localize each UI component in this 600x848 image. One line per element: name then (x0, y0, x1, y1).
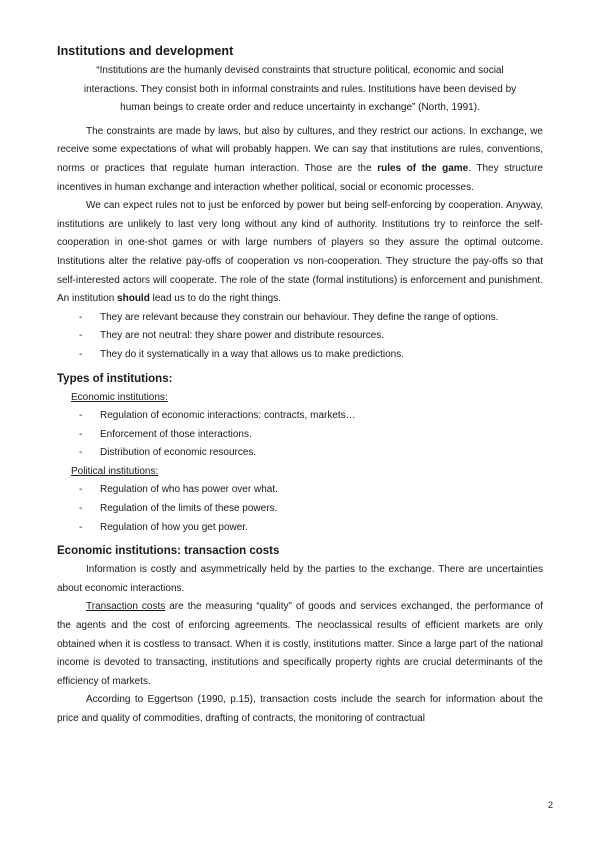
list-item: - Enforcement of those interactions. (79, 428, 252, 440)
subheading-economic: Economic institutions: (71, 391, 168, 403)
paragraph-transaction-costs: Transaction costs are the measuring “quality” of goods and services exchanged, the performance of the agents and the cost of enforcing agreements. The neoclassical results of efficient markets are only obtained when it is costless to transact. When it is costly, institutions matter. Since a large part of the national income is devoted to transacting, institutions and specifically property rights are crucial determinants of the efficiency of markets. (57, 601, 544, 687)
list-item: - Regulation of economic interactions: contracts, markets… (79, 410, 356, 422)
section-title-institutions: Institutions and development (57, 44, 234, 58)
economic-list (57, 407, 543, 463)
page-number: 2 (548, 800, 554, 810)
list-item: - Regulation of who has power over what. (79, 484, 278, 496)
bold-term-should: should (117, 293, 150, 305)
paragraph-information: Information is costly and asymmetrically held by the parties to the exchange. There are uncertainties about economic interactions. (57, 564, 543, 594)
north-quote: “Institutions are the humanly devised constraints that structure political, economic and social interactions. They consist both in informal constraints and rules. Institutions have been devised by human beings to create order and reduce uncertainty in exchange” (North, 1991). (83, 65, 517, 114)
subheading-political: Political institutions: (71, 465, 159, 477)
list-item: - They do it systematically in a way that allows us to make predictions. (79, 348, 405, 360)
list-item: - They are relevant because they constrain our behaviour. They define the range of options. (79, 311, 499, 323)
paragraph-eggertson: According to Eggertson (1990, p.15), transaction costs include the search for information about the price and quality of commodities, drafting of contracts, the monitoring of contractual (57, 694, 543, 724)
bold-term-rules: rules of the game (377, 162, 469, 174)
list-item: - Distribution of economic resources. (79, 447, 257, 459)
section-title-transaction-costs: Economic institutions: transaction costs (57, 545, 280, 558)
paragraph-enforcement: We can expect rules not to just be enforced by power but being self-enforcing by cooperation. Anyway, institutions are unlikely to last very long without any kind of authority. Institutions try to reinforce the self-cooperation in one-shot games or with large numbers of players so they assure the optimal outcome. Institutions alter the relative pay-offs of cooperation vs non-cooperation. They structure the pay-offs so that self-interested actors will cooperate. The role of the state (formal institutions) is enforcement and punishment. An institution should lead us to do the right things. (57, 200, 543, 305)
list-item: - Regulation of the limits of these powers. (79, 503, 278, 515)
relevance-list (57, 309, 543, 365)
paragraph-constraints: The constraints are made by laws, but also by cultures, and they restrict our actions. In exchange, we receive some expectations of what will probably happen. We can say that institutions are rules, conventions, norms or practices that regulate human interaction. Those are the rules of the game. They structure incentives in human exchange and interaction whether political, social or economic processes. (57, 125, 543, 193)
document-page (57, 44, 543, 729)
list-item: - Regulation of how you get power. (79, 521, 248, 533)
political-list (57, 481, 543, 537)
underlined-term-transaction-costs: Transaction costs (86, 601, 166, 613)
list-item: - They are not neutral: they share power and distribute resources. (79, 330, 385, 342)
section-title-types: Types of institutions: (57, 372, 173, 385)
